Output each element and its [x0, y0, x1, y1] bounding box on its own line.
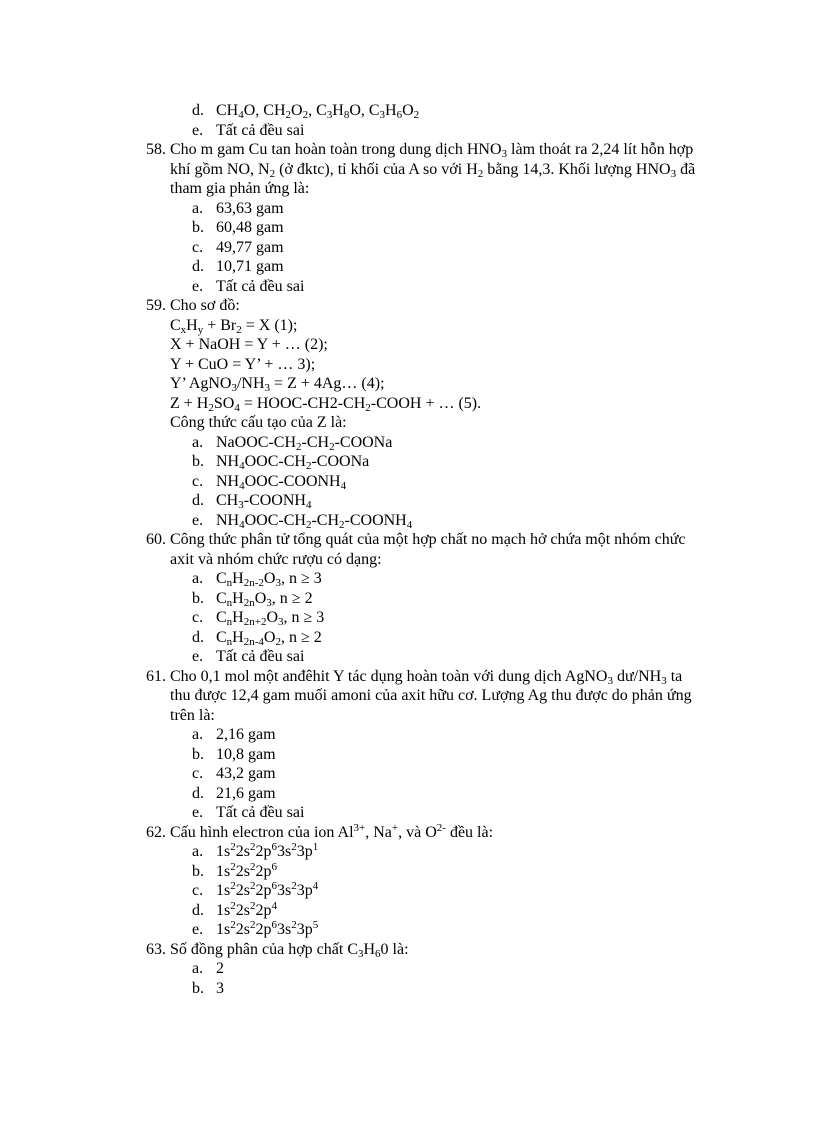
option-text: NaOOC-$CH_2-CH_2$-COONa: [216, 433, 393, 453]
question-stem-continued: [146, 160, 706, 180]
question-text: tham gia phản ứng là:: [170, 180, 310, 197]
option-label: b.: [192, 862, 204, 880]
answer-option: [146, 121, 706, 141]
question-text: Cho 0,1 mol một anđêhit Y tác dụng hoàn toàn với dung dịch AgNO$_3$ $dư/NH_3$ ta: [170, 667, 683, 687]
option-text: 10,71 gam: [216, 258, 284, 275]
option-label: d.: [192, 901, 204, 919]
answer-option: [146, 784, 706, 804]
option-label: a.: [192, 843, 204, 860]
option-label: e.: [192, 804, 204, 821]
option-label: c.: [192, 238, 204, 256]
answer-option: [146, 238, 706, 258]
answer-option: [146, 218, 706, 238]
scheme-line: [146, 316, 706, 336]
answer-option: [146, 472, 706, 492]
scheme-line: [146, 394, 706, 414]
answer-option: [146, 745, 706, 765]
scheme-text: Công thức cấu tạo của Z là:: [170, 414, 347, 431]
scheme-text: Y’ $AgNO_3/NH_3 = Z$ + 4Ag… (4);: [170, 375, 385, 394]
option-label: d.: [192, 492, 204, 509]
option-label: e.: [192, 277, 204, 295]
answer-option: [146, 901, 706, 921]
option-label: d.: [192, 258, 204, 275]
option-text: $C_nH_{2n-4}O_2$, n ≥ 2: [216, 628, 322, 648]
question-stem: [146, 667, 706, 687]
option-text: 49,77 gam: [216, 238, 284, 256]
option-text: Tất cả đều sai: [216, 121, 305, 139]
option-text: $C_nH_{2n+2}O_3$, n ≥ 3: [216, 609, 325, 628]
scheme-line: [146, 355, 706, 375]
option-text: 63,63 gam: [216, 199, 284, 217]
question-stem-continued: [146, 686, 706, 706]
scheme-text: $C_xH_y + Br_2 = X$ (1);: [170, 316, 298, 336]
answer-option: [146, 803, 706, 823]
option-label: a.: [192, 726, 204, 743]
option-text: 2: [216, 960, 224, 977]
option-text: $1s^22s^22p^4$: [216, 899, 277, 919]
scheme-line: [146, 413, 706, 433]
option-text: 3: [216, 979, 224, 997]
question-stem: [146, 140, 706, 160]
answer-option: [146, 589, 706, 609]
question-number: 59.: [146, 297, 166, 314]
answer-option: [146, 628, 706, 648]
option-label: e.: [192, 921, 204, 938]
option-label: e.: [192, 511, 204, 529]
answer-option: [146, 569, 706, 589]
option-text: Tất cả đều sai: [216, 277, 305, 295]
answer-option: [146, 764, 706, 784]
answer-option: [146, 647, 706, 667]
question-text: Cho m gam Cu tan hoàn toàn trong dung dịch $HNO_3$ làm thoát ra 2,24 lít hỗn hợp: [170, 141, 694, 160]
option-text: $NH_4OOC-CH_2$-COONa: [216, 453, 370, 472]
option-label: d.: [192, 784, 204, 802]
option-label: b.: [192, 589, 204, 607]
answer-option: [146, 101, 706, 121]
answer-option: [146, 608, 706, 628]
option-label: a.: [192, 199, 204, 217]
question-text: khí gồm NO, $N_2$ (ở đktc), tỉ khối của A so với $H_2$ bằng 14,3. Khối lượng $HNO_3$ đã: [170, 160, 696, 180]
question-list: [146, 101, 706, 998]
question-number: 60.: [146, 531, 166, 548]
answer-option: [146, 725, 706, 745]
option-label: a.: [192, 433, 204, 451]
option-label: c.: [192, 609, 204, 626]
question-stem-continued: [146, 550, 706, 570]
option-text: 43,2 gam: [216, 765, 276, 782]
option-label: b.: [192, 979, 204, 997]
option-label: b.: [192, 745, 204, 763]
answer-option: [146, 491, 706, 511]
answer-option: [146, 433, 706, 453]
answer-option: [146, 959, 706, 979]
question-number: 58.: [146, 141, 166, 158]
option-label: c.: [192, 765, 204, 782]
question-number: 63.: [146, 940, 166, 958]
option-label: d.: [192, 102, 204, 119]
question-text: axit và nhóm chức rượu có dạng:: [170, 550, 382, 568]
option-text: Tất cả đều sai: [216, 804, 305, 821]
scheme-text: Y + CuO = Y’ + … 3);: [170, 355, 316, 373]
question-stem-continued: [146, 179, 706, 199]
answer-option: [146, 277, 706, 297]
option-text: Tất cả đều sai: [216, 648, 305, 665]
scheme-text: X + NaOH = Y + … (2);: [170, 336, 328, 353]
option-label: b.: [192, 453, 204, 470]
option-text: $CH_4O$, $CH_2O_2$, $C_3H_8O$, $C_3H_6O_2$: [216, 102, 420, 121]
answer-option: [146, 199, 706, 219]
option-label: d.: [192, 628, 204, 646]
answer-option: [146, 979, 706, 999]
answer-option: [146, 881, 706, 901]
option-text: $C_nH_{2n}O_3$, n ≥ 2: [216, 589, 313, 609]
option-text: $1s^22s^22p^63s^23p^4$: [216, 880, 319, 899]
answer-option: [146, 511, 706, 531]
option-text: $1s^22s^22p^63s^23p^5$: [216, 919, 319, 938]
option-text: 10,8 gam: [216, 745, 276, 763]
question-number: 62.: [146, 823, 166, 841]
scheme-line: [146, 335, 706, 355]
option-text: 60,48 gam: [216, 219, 284, 236]
scheme-text: $Z + H_2SO_4$ = HOOC-$CH2-CH_2$-COOH + … (5).: [170, 394, 482, 414]
scheme-line: [146, 374, 706, 394]
question-stem: [146, 940, 706, 960]
option-label: e.: [192, 121, 204, 139]
option-text: $1s^22s^22p^63s^23p^1$: [216, 841, 319, 860]
option-text: $NH_4OOC-CH_2-CH_2-COONH_4$: [216, 511, 413, 531]
option-text: $C_nH_{2n-2}O_3$, n ≥ 3: [216, 570, 322, 589]
option-text: $NH_4OOC-COONH_4$: [216, 472, 347, 492]
option-text: $1s^22s^22p^6$: [216, 860, 277, 880]
option-label: c.: [192, 472, 204, 490]
option-label: e.: [192, 648, 204, 665]
question-text: Cấu hình electron của ion $Al^{3+}$, Na+, và $O^{2-}$ đều là:: [170, 821, 494, 841]
answer-option: [146, 862, 706, 882]
answer-option: [146, 842, 706, 862]
option-label: b.: [192, 219, 204, 236]
question-text: Công thức phân tử tổng quát của một hợp chất no mạch hở chứa một nhóm chức: [170, 531, 686, 548]
question-text: trên là:: [170, 706, 215, 724]
question-stem: [146, 530, 706, 550]
option-text: 2,16 gam: [216, 726, 276, 743]
question-stem-continued: [146, 706, 706, 726]
option-text: $CH_3-COONH_4$: [216, 492, 312, 511]
answer-option: [146, 920, 706, 940]
question-stem: [146, 296, 706, 316]
answer-option: [146, 452, 706, 472]
question-text: Cho sơ đồ:: [170, 297, 240, 314]
option-label: a.: [192, 570, 204, 587]
question-text: thu được 12,4 gam muối amoni của axit hữu cơ. Lượng Ag thu được do phản ứng: [170, 687, 692, 704]
option-label: c.: [192, 882, 204, 899]
answer-option: [146, 257, 706, 277]
option-text: 21,6 gam: [216, 784, 276, 802]
option-label: a.: [192, 960, 204, 977]
question-stem: [146, 823, 706, 843]
question-number: 61.: [146, 667, 166, 685]
question-text: Số đồng phân của hợp chất $C_3H_60$ là:: [170, 940, 409, 960]
